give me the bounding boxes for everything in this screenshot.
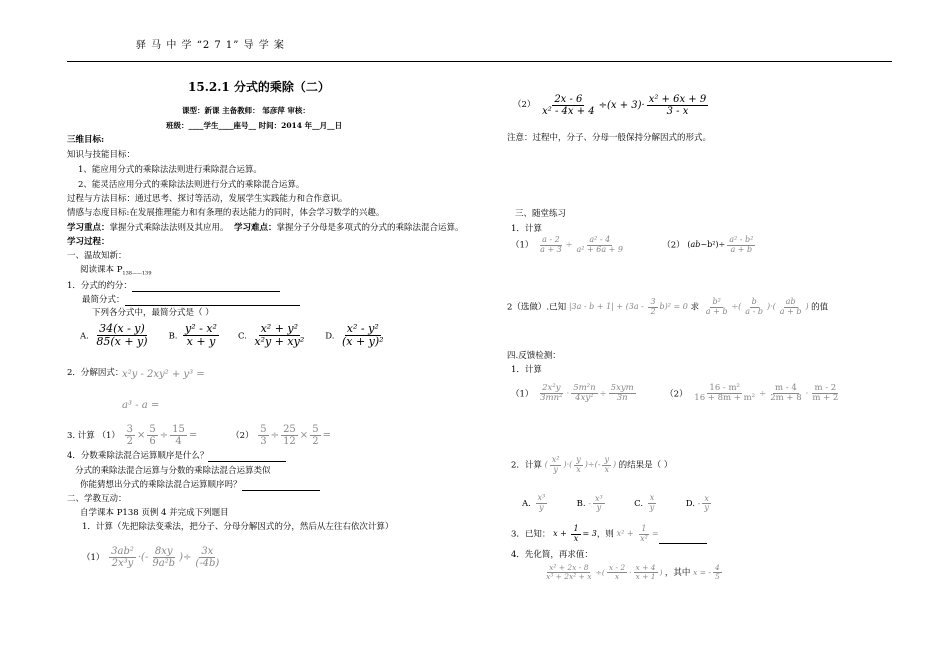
s3a2-expr: (ab−b²)÷ $\frac{\text{a² - b²}}{a + b}$	[687, 235, 754, 254]
r-opt-b: - $\frac{\text{x³}}{y}$	[588, 493, 603, 513]
read-pages: 138——139	[122, 270, 152, 277]
s4d-expr: $\frac{\text{x² + 2x - 8}}{\text{x³ + 2x² + x}}$ ÷( $\frac{x - 2}{x}$ · $\frac{x + 4}{x + 1}$ )	[546, 563, 665, 582]
key-points	[67, 223, 463, 234]
school-header: 驿 马 中 学 “2 7 1” 导 学 案	[136, 40, 285, 51]
example-instruction: 1．计算（先把除法变乘法，把分子、分母分解因式的分，然后从左往右依次计算）	[82, 522, 394, 532]
s4c-label: 3．已知：	[511, 529, 551, 540]
section-3: 三、随堂练习	[515, 209, 567, 219]
knowledge-title: 知识与技能目标：	[67, 150, 136, 160]
s3b-cond: |3a - b + 1| + (3a - $\frac{3}{2}$ b)² = 0	[568, 297, 688, 316]
q4-analogy: 分式的乘除法混合运算与分数的乘除法混合运算类似	[75, 466, 271, 476]
s3-compute: 1．计算	[511, 224, 542, 234]
s3-exercise	[511, 236, 757, 255]
s3b3-label: 的值	[811, 302, 829, 313]
opt-b-frac: $\frac{\text{y² - x²}}{x + y}$	[185, 322, 217, 349]
q1-choice: 下列各分式中，最简分式是（ ）	[92, 308, 214, 318]
q1-reduction	[67, 281, 280, 292]
s3a2-label: （2）	[662, 240, 685, 251]
goals-title: 三维目标:	[67, 135, 105, 145]
opt-c-frac: $\frac{\text{x² + y²}}{\text{x²y + xy²}}$	[254, 322, 305, 349]
ex1-expr: $\frac{\text{3ab²}}{\text{2x³y}}$ ·(- $\frac{8xy}{\text{9a²b}}$ )÷ $\frac{3x}{(-4b)}$	[111, 546, 220, 569]
q4c-blank[interactable]	[242, 490, 320, 491]
note: 注意：过程中，分子、分母一般保持分解因式的形式。	[507, 133, 712, 143]
knowledge-2: 2、能灵活应用分式的乘除法法则进行分式的乘除混合运算。	[78, 180, 305, 190]
r-opt-d: - $\frac{x}{y}$	[697, 493, 709, 513]
q2-expr-2: a³ - a =	[122, 400, 160, 411]
s4-q2	[511, 456, 672, 475]
difficulty-label: 学习难点：	[233, 223, 277, 233]
s4-q2-options	[522, 494, 713, 513]
s3b2-label: 求	[690, 302, 700, 313]
opt-c-label: C.	[237, 331, 247, 342]
s4d-value: x = - $\frac{4}{5}$	[693, 563, 720, 582]
knowledge-1: 1、能应用分式的乘除法法则进行乘除混合运算。	[78, 165, 262, 175]
s4-q4: 4．先化简，再求值：	[511, 550, 593, 560]
s4-q4-expr	[542, 564, 724, 582]
q4-label: 4．分数乘除法混合运算顺序是什么？	[67, 451, 209, 461]
q3-label: 3. 计算 （1）	[67, 431, 120, 441]
s3a1-label: （1）	[511, 240, 534, 251]
opt-a-label: A.	[80, 331, 89, 342]
opt-d-label: D.	[325, 331, 335, 342]
header-rule	[67, 61, 892, 62]
difficulty-text: 掌握分子分母是多项式的分式的乘除法混合运算。	[276, 223, 464, 233]
s4c-blank[interactable]	[659, 543, 707, 544]
q1b-label: 最简分式：	[82, 295, 125, 305]
key-label: 学习重点：	[67, 223, 110, 233]
q3b-label: （2）	[231, 431, 254, 441]
page-title: 15.2.1 分式的乘除（二）	[188, 80, 330, 94]
s4a1-expr: $\frac{\text{2x²y}}{\text{3mn²}}$ · $\frac{\text{5m²n}}{\text{4xy²}}$ ÷ $\frac{\text{5xym}}{3n}$	[540, 383, 634, 404]
q1b-blank[interactable]	[125, 305, 300, 306]
q4c-label: 你能猜想出分式的乘除法混合运算顺序吗？	[80, 480, 242, 490]
r-opt-d-label: D.	[685, 498, 695, 509]
section-1: 一、温故知新：	[67, 251, 127, 261]
r-opt-c: $\frac{x}{y}$	[649, 493, 655, 512]
opt-b-label: B.	[168, 331, 178, 342]
s4a1-label: （1）	[511, 389, 534, 400]
meta-line-2: 班级：____学生____座号__ 时间：2014 年__月__日	[166, 121, 343, 130]
read-label: 阅读课本 P	[80, 265, 123, 275]
s3-optional	[507, 298, 828, 317]
right-example-2	[513, 94, 710, 117]
q2-expr-1: x²y - 2xy² + y³ =	[122, 369, 205, 380]
key-text: 掌握分式乘除法法则及其应用。	[109, 223, 229, 233]
q1-label: 1．分式的约分：	[67, 281, 132, 291]
s4a2-label: （2）	[665, 389, 688, 400]
self-study: 自学课本 P138 页例 4 并完成下列题目	[80, 508, 229, 518]
s4-compute: 1．计算	[511, 365, 542, 375]
example-1	[82, 546, 223, 569]
s3a1-expr: $\frac{a - 2}{a + 3}$ ÷ $\frac{\text{a² - 4}}{\text{a² + 6a + 9}}$	[540, 235, 623, 254]
r-opt-a-label: A.	[522, 498, 531, 509]
meta-line-1: 课型：新课 主备教师： 邹彦萍 审核：	[182, 106, 310, 115]
r-opt-a: $\frac{\text{x³}}{y}$	[537, 493, 546, 512]
read-textbook	[80, 265, 152, 280]
q3-expr-2: $\frac{5}{3}$ ÷ $\frac{25}{12}$ × $\frac{5}{2}$ =	[260, 424, 331, 447]
r-opt-c-label: C.	[634, 498, 644, 509]
s3b-expr: $\frac{\text{b²}}{a + b}$ ÷( $\frac{b}{a - b}$ )·( $\frac{ab}{a + b}$ )	[705, 297, 812, 316]
opt-d-frac: $\frac{\text{x² - y²}}{\text{(x + y)²}}$	[341, 322, 384, 349]
q1-options	[80, 323, 388, 348]
s4b-expr: ( $\frac{\text{x²}}{y}$ )·( $\frac{y}{x}$ )÷(- $\frac{y}{x}$ )	[544, 455, 619, 474]
s4-exercise	[511, 384, 842, 404]
s4c-expr: x² + $\frac{1}{\text{x²}}$ =	[616, 524, 659, 543]
q4-guess	[80, 480, 320, 491]
section-2: 二、学教互动：	[67, 494, 127, 504]
ex1-label: （1）	[82, 553, 105, 563]
section-4: 四.反馈检测：	[507, 351, 561, 361]
process-goal: 过程与方法目标：通过思考、探讨等活动，发展学生实践能力和合作意识。	[67, 194, 348, 204]
s4b2-label: 的结果是（ ）	[618, 460, 673, 471]
s3b-label: 2（选做）.已知	[507, 302, 567, 313]
r-opt-b-label: B.	[576, 498, 586, 509]
q4-blank[interactable]	[208, 461, 286, 462]
q4-order	[67, 451, 286, 462]
s4a2-expr: $\frac{\text{16 - m²}}{\text{16 + 8m + m²}}$ ÷ $\frac{m - 4}{2m + 8}$ · $\frac{m - 2}{m + 2}$	[694, 383, 839, 404]
s4c2-label: ，则	[596, 529, 614, 540]
q3-compute	[67, 424, 331, 447]
s4b-label: 2．计算	[511, 460, 542, 471]
emotion-goal: 情感与态度目标:在发展推理能力和有条理的表达能力的同时，体会学习数学的兴趣。	[67, 208, 385, 218]
r2-expr: $\frac{2x - 6}{\text{x² - 4x + 4}}$ ÷(x + 3)· $\frac{\text{x² + 6x + 9}}{3 - x}$	[542, 94, 707, 117]
process-title: 学习过程：	[67, 237, 110, 247]
s4-q3	[511, 525, 707, 544]
q2-factor: 2．分解因式：	[67, 368, 124, 378]
q1-blank[interactable]	[132, 291, 280, 292]
r2-label: （2）	[513, 100, 536, 110]
opt-a-frac: $\frac{34(x - y)}{85(x + y)}$	[96, 322, 148, 349]
s4d2-label: ，其中	[664, 567, 691, 578]
q3-expr-1: $\frac{3}{2}$ × $\frac{5}{6}$ ÷ $\frac{15}{4}$ =	[126, 424, 201, 447]
q1-simplest	[82, 295, 300, 306]
s4c-cond: x + $\frac{1}{x}$ = 3	[553, 524, 597, 543]
